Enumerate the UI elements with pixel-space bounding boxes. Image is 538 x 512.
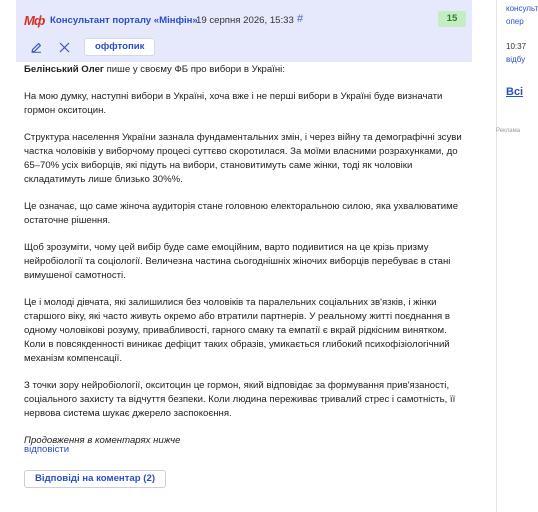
sidebar-all-link[interactable]: Всі — [506, 86, 524, 98]
sidebar-news-link[interactable]: відбу — [506, 55, 526, 64]
comment-paragraph: Це означає, що саме жіноча аудиторія стане головною електоральною силою, яка ухвалюватиме остаточне рішення. — [24, 201, 459, 226]
comment-paragraph: Щоб зрозуміти, чому цей вибір буде саме емоційним, варто подивитися на це крізь призму нейробіології та соціології. Величезна частина сьогоднішніх жіночих виборців перебуває в стані вимушеної самотності. — [24, 242, 451, 281]
comment-paragraph: Це і молоді дівчата, які залишилися без чоловіків та паралельних соціальних зв'язків, і жінки старшого віку, які часто живуть окремо або втратили партнерів. У реальному житті поєднання в одному чоловікові розуму, привабливості, гарного смаку та емпатії є вкрай рідкісним винятком. Коли в повсякденності виникає дефіцит таких образів, умикається глибокий психофізіологічний механізм компенсації. — [24, 297, 450, 364]
comment-meta — [24, 12, 464, 30]
right-sidebar — [496, 0, 538, 512]
intro-text: пише у своєму ФБ про вибори в Україні: — [103, 64, 285, 75]
sidebar-news-time: 10:37 — [506, 42, 527, 51]
comment-paragraph: З точки зору нейробіології, окситоцин це гормон, який відповідає за формування прив'язаності, соціального захисту та відчуття безпеки. Коли людина переживає тривалий стрес і самотність, її нервова система шукає джерело заспокоєння. — [24, 380, 456, 419]
edit-pencil-icon[interactable] — [26, 38, 46, 56]
comment-paragraph: На мою думку, наступні вибори в Україні, хоча вже і не перші вибори в Україні буде визначати гормон окситоцин. — [24, 91, 443, 116]
quoted-author: Белінський Олег — [24, 64, 104, 75]
reply-link[interactable]: відповісти — [24, 444, 70, 455]
comment-body — [24, 63, 470, 450]
ad-label: Реклама — [496, 128, 521, 134]
comment-paragraph: Структура населення України зазнала фундаментальних змін, і через війну та демографічні зсуви частка чоловіків у виборчому процесі суттєво скоротилася. За моїми власними розрахунками, до 65–70% усіх виборців, які підуть на вибори, становитимуть саме жінки, тоді як чоловіки складатимуть лише близько 30%%. — [24, 132, 462, 185]
comment-permalink[interactable]: # — [297, 13, 304, 25]
column-divider — [496, 0, 497, 512]
comment-date: 19 серпня 2026, 15:33 — [196, 15, 294, 26]
offtopic-button[interactable]: оффтопик — [84, 38, 155, 56]
sidebar-news-link[interactable]: консульт — [506, 4, 538, 13]
comment-rating-badge[interactable]: 15 — [438, 11, 466, 27]
sidebar-news-link[interactable]: опер — [506, 17, 524, 26]
comment-header — [16, 0, 472, 62]
continued-note: Продовження в коментарях нижче — [24, 435, 181, 446]
minfin-logo: Мф — [24, 13, 45, 28]
comment-intro — [24, 63, 470, 77]
show-replies-button[interactable]: Відповіді на коментар (2) — [24, 470, 166, 488]
comment-actions — [24, 38, 464, 56]
comment-card — [16, 0, 472, 512]
close-icon[interactable] — [54, 38, 74, 56]
comment-author-link[interactable]: Консультант порталу «Мінфін» — [50, 15, 198, 26]
